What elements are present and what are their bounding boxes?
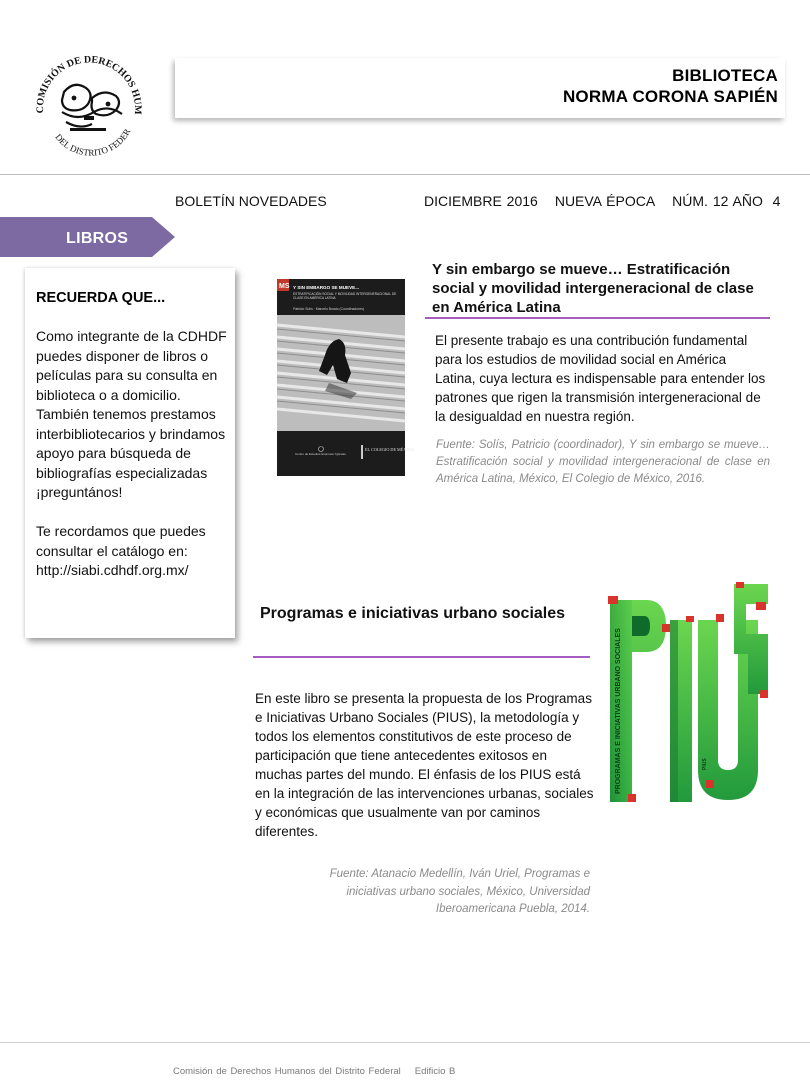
book1-title-rule bbox=[425, 317, 770, 319]
cover1-title: Y SIN EMBARGO SE MUEVE... bbox=[293, 285, 360, 290]
footer-building: Edificio B bbox=[414, 1066, 456, 1077]
book2-title: Programas e iniciativas urbano sociales bbox=[260, 605, 566, 622]
bulletin-issue: NÚM. 12 AÑO 4 bbox=[672, 193, 781, 209]
reminder-paragraph-1: Como integrante de la CDHDF puedes disponer de libros o películas para su consulta en biblioteca o a domicilio. También tenemos prestamos interbibliotecarios y brindamos apoyo para búsqueda de bibliografías especializadas ¡preguntános! bbox=[36, 328, 227, 500]
reminder-heading: RECUERDA QUE... bbox=[36, 290, 166, 306]
cdhdf-logo bbox=[22, 40, 157, 175]
cover1-publisher-left: Centro de Estudios Espinosa Yglesias bbox=[295, 452, 346, 456]
cover1-publisher-right: EL COLEGIO DE MÉXICO bbox=[365, 447, 414, 452]
cover2-word: PIUS bbox=[702, 758, 708, 770]
cover2-spine-text: PROGRAMAS E INICIATIVAS URBANO SOCIALES bbox=[615, 628, 622, 794]
book2-source: Fuente: Atanacio Medellín, Iván Uriel, Programas e iniciativas urbano sociales, México, Universidad Iberoamericana Puebla, 2014. bbox=[329, 868, 590, 915]
book1-title: Y sin embargo se mueve… Estratificación social y movilidad intergeneracional de clase en América Latina bbox=[432, 261, 754, 316]
library-title bbox=[563, 65, 778, 107]
bulletin-name: BOLETÍN NOVEDADES bbox=[175, 193, 327, 209]
cover1-authors: Patricio Solís · Marcelo Boado (Coordinadores) bbox=[293, 307, 365, 311]
book1-source: Fuente: Solís, Patricio (coordinador), Y sin embargo se mueve… Estratificación social y movilidad intergeneracional de clase en América Latina, México, El Colegio de México, 2016. bbox=[436, 439, 770, 485]
bulletin-meta bbox=[424, 193, 780, 209]
footer bbox=[173, 1066, 455, 1077]
bulletin-date: DICIEMBRE 2016 bbox=[424, 193, 538, 209]
footer-divider bbox=[0, 1042, 810, 1043]
library-title-line1: BIBLIOTECA bbox=[672, 66, 778, 85]
book-cover-2 bbox=[606, 580, 774, 805]
book-cover-1 bbox=[277, 279, 414, 476]
book2-description: En este libro se presenta la propuesta de los Programas e Iniciativas Urbano Sociales (PIUS), la metodología y todos los elementos constitutivos de este proceso de participación que tiene antecedentes exitosos en muchas partes del mundo. El énfasis de los PIUS está en la integración de las intervenciones urbanas, sociales y económicas que usualmente van por caminos diferentes. bbox=[255, 691, 594, 839]
header-divider bbox=[0, 174, 810, 175]
book2-title-rule bbox=[253, 656, 590, 658]
cover1-series: MS bbox=[279, 283, 290, 290]
logo-text-top: COMISIÓN DE DERECHOS HUM bbox=[34, 54, 144, 115]
library-title-line2: NORMA CORONA SAPIÉN bbox=[562, 87, 778, 106]
svg-text:COMISIÓN DE DERECHOS HUMANOS bbox=[22, 40, 143, 115]
logo-text-bottom: DEL DISTRITO FEDER bbox=[53, 126, 133, 158]
reminder-text bbox=[36, 327, 230, 600]
reminder-paragraph-2: Te recordamos que puedes consultar el catálogo en: http://siabi.cdhdf.org.mx/ bbox=[36, 523, 206, 578]
bulletin-epoch: NUEVA ÉPOCA bbox=[554, 193, 656, 209]
cover1-subtitle: ESTRATIFICACIÓN SOCIAL Y MOVILIDAD INTERGENERACIONAL DE CLASE EN AMÉRICA LATINA bbox=[293, 292, 397, 300]
book1-description: El presente trabajo es una contribución fundamental para los estudios de movilidad social en América Latina, cuya lectura es indispensable para entender los patrones que rigen la transmisión intergeneracional de la desigualdad en nuestra región. bbox=[435, 333, 766, 424]
footer-org: Comisión de Derechos Humanos del Distrito Federal bbox=[173, 1066, 401, 1077]
section-label: LIBROS bbox=[66, 230, 129, 247]
